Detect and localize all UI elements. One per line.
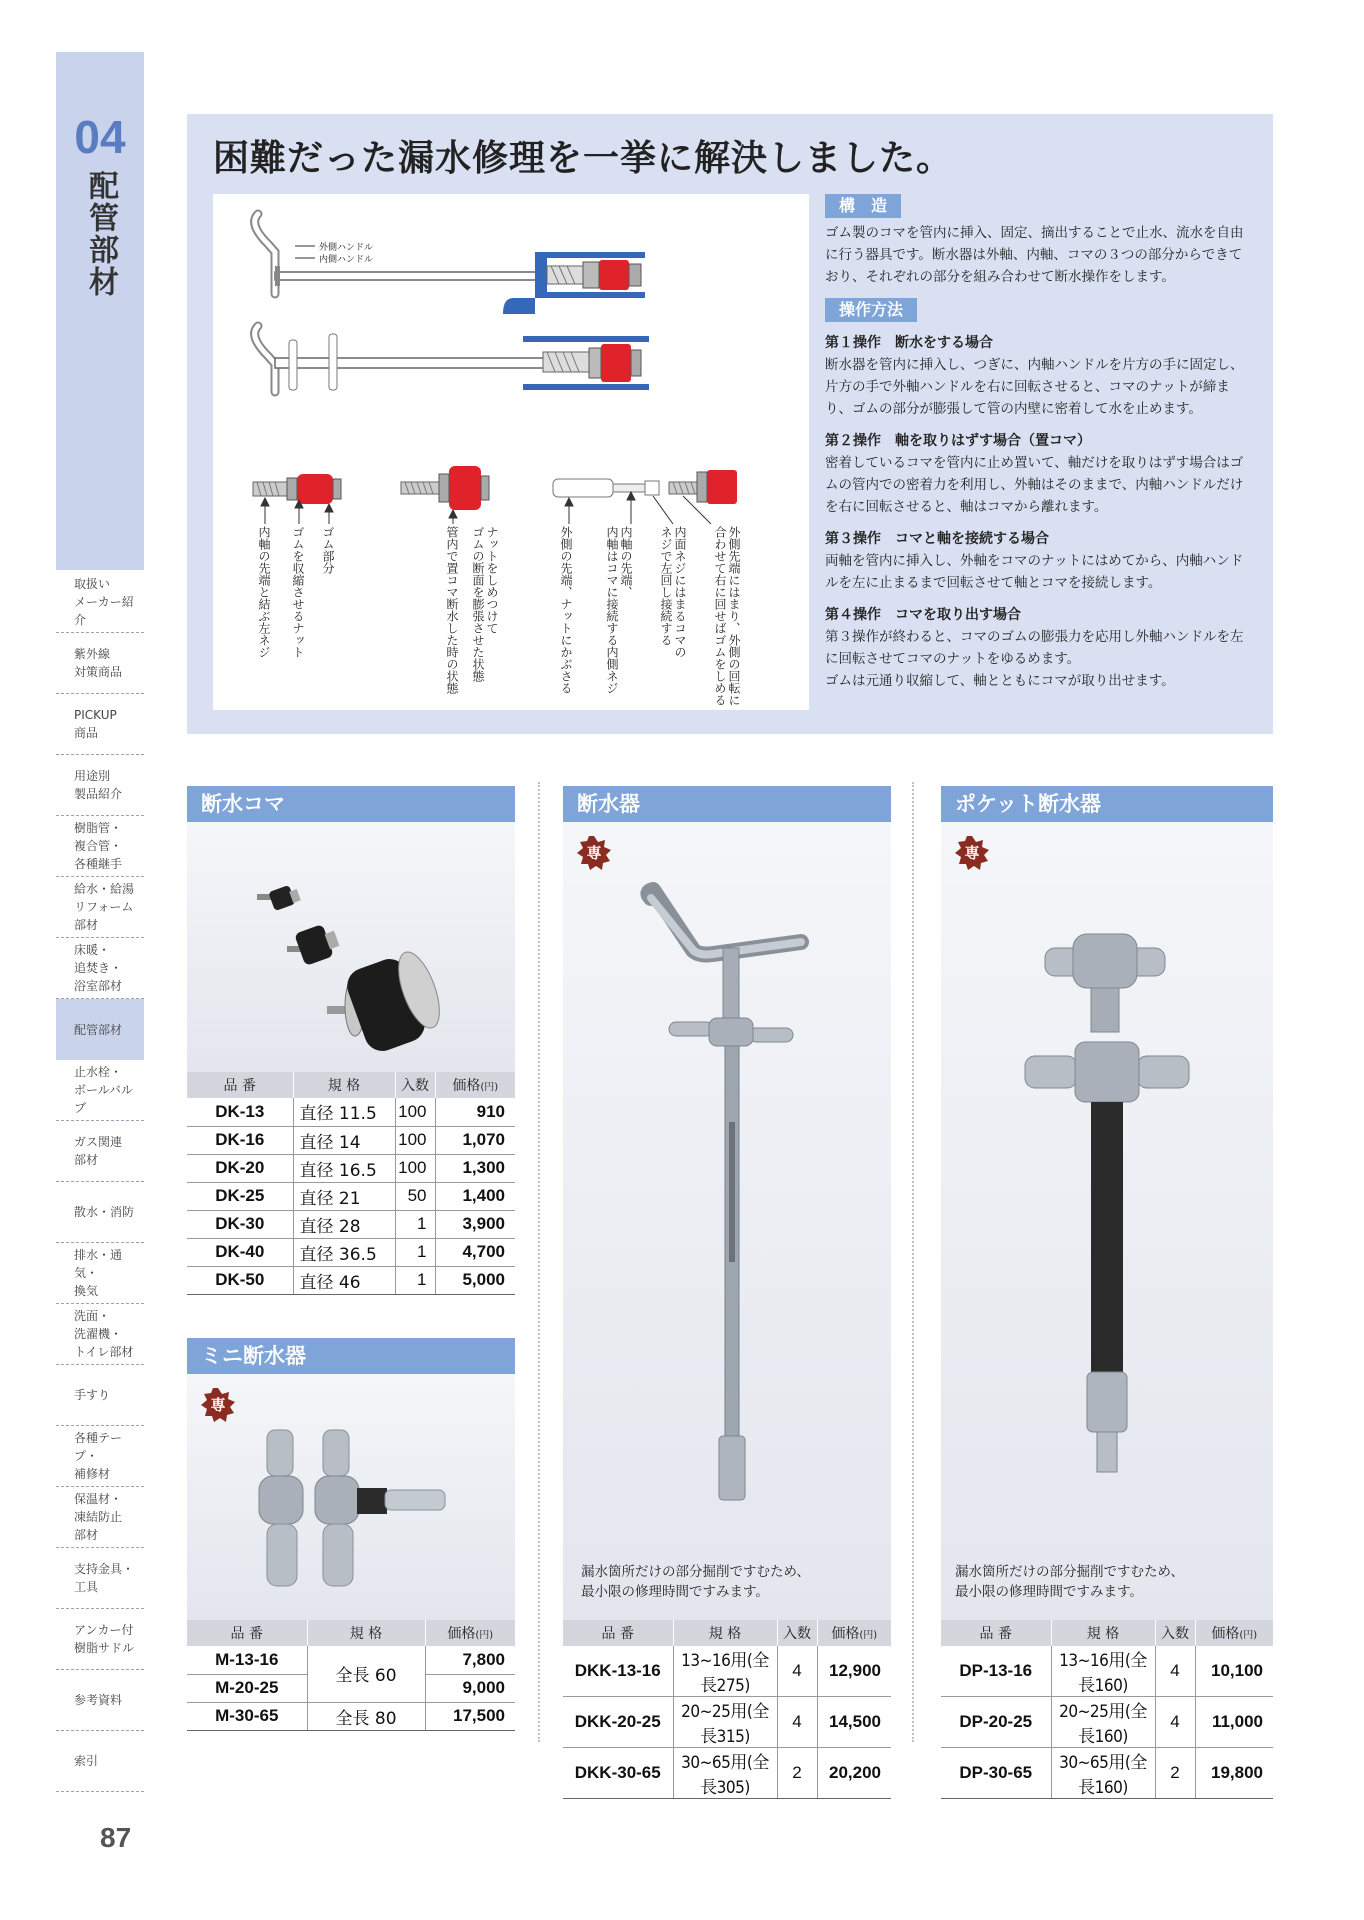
col-header: 価格(円) [425,1620,515,1646]
table-row: DP-20-25 20~25用(全長160) 4 11,000 [941,1697,1273,1748]
column-divider [538,782,540,1742]
col-header: 規 格 [293,1072,395,1098]
side-nav-item[interactable]: 散水・消防 [56,1182,144,1243]
col-header: 価格(円) [1195,1620,1273,1646]
diagram-label: 内面ネジにはまるコマの ネジで左回し接続する [659,526,687,658]
side-nav-item[interactable]: ガス関連 部材 [56,1121,144,1182]
side-nav-item[interactable]: 給水・給湯 リフォーム 部材 [56,877,144,938]
section-header-dkk: 断水器 [563,786,891,822]
side-nav-item[interactable]: アンカー付 樹脂サドル [56,1609,144,1670]
col-header: 品 番 [563,1620,673,1646]
top-panel [187,114,1273,734]
side-nav-item[interactable]: 洗面・ 洗濯機・ トイレ部材 [56,1304,144,1365]
col-header: 品 番 [187,1072,293,1098]
table-row: DK-20 直径 16.5 100 1,300 [187,1154,515,1182]
side-nav-item[interactable]: 保温材・ 凍結防止 部材 [56,1487,144,1548]
col-header: 規 格 [673,1620,777,1646]
mini-spec-table [187,1620,515,1731]
table-row: M-30-65 全長 80 17,500 [187,1702,515,1730]
section-header-dp: ポケット断水器 [941,786,1273,822]
operation-step-title: 第２操作 軸を取りはずす場合（置コマ） [825,433,1091,449]
side-nav-item[interactable]: 樹脂管・ 複合管・ 各種継手 [56,816,144,877]
table-row: DK-25 直径 21 50 1,400 [187,1182,515,1210]
col-header: 品 番 [187,1620,307,1646]
diagram-label: 管内で置コマ断水した時の状態 [445,526,459,694]
side-nav-item[interactable]: 紫外線 対策商品 [56,633,144,694]
operation-step-text: 密着しているコマを管内に止め置いて、軸だけを取りはずす場合はゴムの管内での密着力を利用し、外軸はそのままで、内軸ハンドルだけを右に回転させると、軸はコマから離れます。 [825,455,1244,515]
col-header: 価格(円) [817,1620,891,1646]
chapter-title: 配管部材 [83,170,118,298]
side-nav-item[interactable]: PICKUP 商品 [56,694,144,755]
structure-diagram [213,194,809,710]
diagram-label: ゴムを収縮させるナット [291,526,305,658]
col-header: 入数 [777,1620,817,1646]
side-nav [56,572,144,1792]
col-header: 規 格 [1051,1620,1155,1646]
chapter-number: 04 [74,111,126,163]
section-header-mini: ミニ断水器 [187,1338,515,1374]
assembly-1 [255,214,653,314]
label-outer-handle: 外側ハンドル [319,243,374,253]
dkk-tool-image [563,822,891,1512]
col-header: 入数 [395,1072,435,1098]
photo-dkk [563,822,891,1620]
mini-tool-image [187,1374,515,1620]
table-row: DK-16 直径 14 100 1,070 [187,1126,515,1154]
operation-step-title: 第１操作 断水をする場合 [825,335,993,351]
table-row: DK-30 直径 28 1 3,900 [187,1210,515,1238]
photo-dk [187,822,515,1072]
column-divider [912,782,914,1742]
assembly-2 [255,326,649,392]
table-row: DK-50 直径 46 1 5,000 [187,1266,515,1294]
col-header: 入数 [1155,1620,1195,1646]
specialty-badge: 専 [201,1388,235,1422]
diagram-label: 外側先端にはまり、外側の回転に 合わせて右に回せばゴムをしめる [713,526,741,706]
photo-dp [941,822,1273,1620]
section-header-dk: 断水コマ [187,786,515,822]
dp-tool-image [941,822,1273,1512]
operation-tag: 操作方法 [825,298,917,322]
side-nav-item[interactable]: 索引 [56,1731,144,1792]
col-header: 規 格 [307,1620,425,1646]
side-nav-item[interactable]: 支持金具・ 工具 [56,1548,144,1609]
page-headline: 困難だった漏水修理を一挙に解決しました。 [213,138,954,179]
side-nav-item-active[interactable]: 配管部材 [56,999,144,1060]
col-header: 品 番 [941,1620,1051,1646]
dp-caption: 漏水箇所だけの部分掘削ですむため、 最小限の修理時間ですみます。 [955,1564,1184,1600]
table-row: M-20-25 9,000 [187,1674,515,1702]
specialty-badge: 専 [577,836,611,870]
dk-plugs-image [187,822,515,1072]
table-row: DP-13-16 13~16用(全長160) 4 10,100 [941,1646,1273,1697]
dkk-spec-table [563,1620,891,1799]
side-nav-item[interactable]: 用途別 製品紹介 [56,755,144,816]
operation-step-title: 第３操作 コマと軸を接続する場合 [825,531,1049,547]
structure-text: ゴム製のコマを管内に挿入、固定、摘出することで止水、流水を自由に行う器具です。断水器は外軸、内軸、コマの３つの部分からできており、それぞれの部分を組み合わせて断水操作をします。 [825,225,1244,285]
diagram-label: ナットをしめつけて ゴムの断面を膨張させた状態 [471,526,499,682]
table-row: DK-13 直径 11.5 100 910 [187,1098,515,1126]
side-nav-item[interactable]: 手すり [56,1365,144,1426]
diagram-label: 内軸の先端と結ぶ左ネジ [257,526,271,658]
dp-spec-table [941,1620,1273,1799]
dk-spec-table [187,1072,515,1295]
side-nav-item[interactable]: 床暖・ 追焚き・ 浴室部材 [56,938,144,999]
side-nav-item[interactable]: 取扱い メーカー紹介 [56,572,144,633]
side-nav-item[interactable]: 各種テープ・ 補修材 [56,1426,144,1487]
table-row: DP-30-65 30~65用(全長160) 2 19,800 [941,1748,1273,1799]
parts-row [253,466,737,510]
table-row: DK-40 直径 36.5 1 4,700 [187,1238,515,1266]
table-row: DKK-13-16 13~16用(全長275) 4 12,900 [563,1646,891,1697]
table-row: M-13-16 全長 60 7,800 [187,1646,515,1674]
diagram-label: ゴム部分 [321,526,335,574]
photo-mini [187,1374,515,1620]
col-header: 価格(円) [435,1072,515,1098]
operation-step-text: 両軸を管内に挿入し、外軸をコマのナットにはめてから、内軸ハンドルを左に止まるまで回転させて軸とコマを接続します。 [825,553,1244,591]
specialty-badge: 専 [955,836,989,870]
dkk-caption: 漏水箇所だけの部分掘削ですむため、 最小限の修理時間ですみます。 [581,1564,810,1600]
side-nav-item[interactable]: 排水・通気・ 換気 [56,1243,144,1304]
diagram-label: 外側の先端、ナットにかぶさる [559,526,573,694]
page-number: 87 [100,1822,132,1853]
structure-tag: 構 造 [825,194,901,218]
operation-step-text: 第３操作が終わると、コマのゴムの膨張力を応用し外軸ハンドルを左に回転させてコマのナットをゆるめます。 ゴムは元通り収縮して、軸とともにコマが取り出せます。 [825,629,1244,689]
chapter-tab [56,52,144,570]
description [825,194,1245,702]
side-nav-item[interactable]: 参考資料 [56,1670,144,1731]
operation-step-text: 断水器を管内に挿入し、つぎに、内軸ハンドルを片方の手に固定し、片方の手で外軸ハンドルを右に回転させると、コマのナットが締まり、ゴムの部分が膨張して管の内壁に密着して水を止めます。 [825,357,1244,417]
diagram-label: 内軸の先端、 内軸はコマに接続する内側ネジ [605,526,633,694]
table-row: DKK-30-65 30~65用(全長305) 2 20,200 [563,1748,891,1799]
table-row: DKK-20-25 20~25用(全長315) 4 14,500 [563,1697,891,1748]
side-nav-item[interactable]: 止水栓・ ボールバルブ [56,1060,144,1121]
label-inner-handle: 内側ハンドル [319,255,374,265]
operation-step-title: 第４操作 コマを取り出す場合 [825,607,1021,623]
